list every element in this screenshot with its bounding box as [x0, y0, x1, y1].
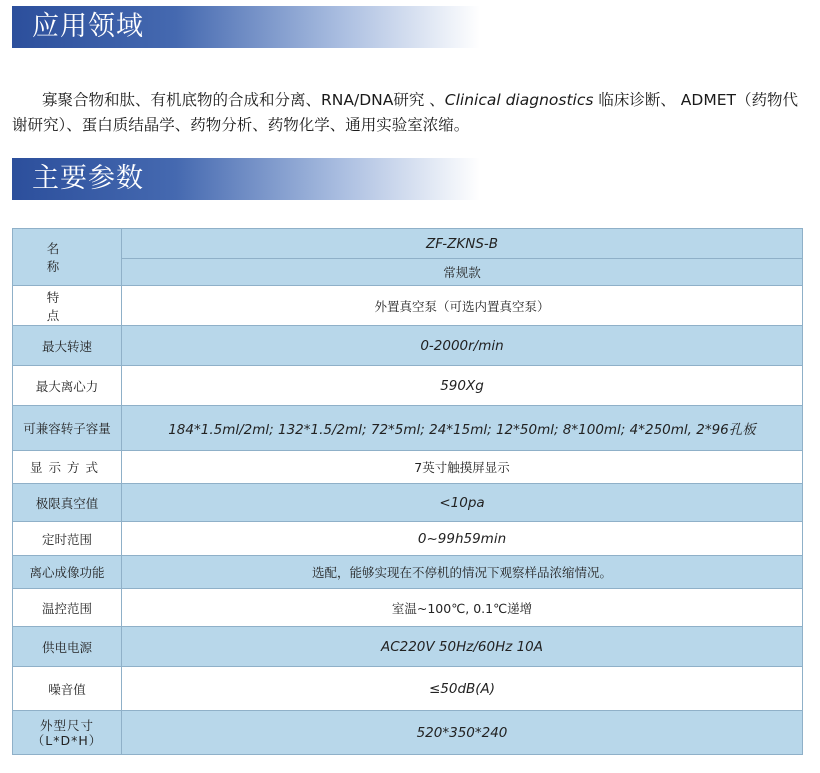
row-value: 选配，能够实现在不停机的情况下观察样品浓缩情况。 — [122, 556, 803, 589]
section-title-parameters: 主要参数 — [12, 158, 480, 200]
row-label: 离心成像功能 — [13, 556, 122, 589]
row-label-text: 显示方式 — [29, 460, 104, 475]
row-value: 184*1.5ml/2ml; 132*1.5/2ml; 72*5ml; 24*15ml; 12*50ml; 8*100ml; 4*250ml, 2*96孔板 — [122, 406, 803, 451]
row-label: 定时范围 — [13, 522, 122, 556]
table-row — [13, 627, 803, 667]
intro-text-1: 寡聚合物和肽、有机底物的合成和分离、RNA/DNA研究 、 — [42, 91, 445, 109]
row-value: ≤50dB(A) — [122, 667, 803, 711]
row-value: 0~99h59min — [122, 522, 803, 556]
table-row — [13, 326, 803, 366]
table-row — [13, 286, 803, 326]
row-value: AC220V 50Hz/60Hz 10A — [122, 627, 803, 667]
row-label: 外型尺寸（L*D*H） — [13, 711, 122, 755]
row-label: 最大转速 — [13, 326, 122, 366]
table-row — [13, 522, 803, 556]
row-label: 温控范围 — [13, 589, 122, 627]
intro-text-3: 临床诊断、 ADMET（药物代谢研究）、蛋白质结晶学、药物分析、药物化学、通用实验室浓缩。 — [12, 91, 798, 134]
row-label: 可兼容转子容量 — [13, 406, 122, 451]
table-row — [13, 484, 803, 522]
row-label: 最大离心力 — [13, 366, 122, 406]
spec-table — [12, 228, 803, 755]
name-label-text: 名 称 — [46, 241, 88, 274]
row-label: 噪音值 — [13, 667, 122, 711]
section-title-applications: 应用领域 — [12, 6, 480, 48]
table-row — [13, 406, 803, 451]
table-row — [13, 556, 803, 589]
table-row — [13, 711, 803, 755]
row-value: 520*350*240 — [122, 711, 803, 755]
variant-value: 常规款 — [122, 259, 803, 286]
row-value: 0-2000r/min — [122, 326, 803, 366]
name-label — [13, 229, 122, 286]
row-label: 供电电源 — [13, 627, 122, 667]
table-row — [13, 229, 803, 259]
row-value: 室温~100℃, 0.1℃递增 — [122, 589, 803, 627]
row-value: 7英寸触摸屏显示 — [122, 451, 803, 484]
row-label-text: 特 点 — [46, 289, 88, 323]
row-label — [13, 286, 122, 326]
table-row — [13, 667, 803, 711]
table-row — [13, 259, 803, 286]
row-value: <10pa — [122, 484, 803, 522]
row-label: 极限真空值 — [13, 484, 122, 522]
table-row — [13, 366, 803, 406]
table-row — [13, 451, 803, 484]
model-value: ZF-ZKNS-B — [122, 229, 803, 259]
row-value: 外置真空泵（可选内置真空泵） — [122, 286, 803, 326]
row-label — [13, 451, 122, 484]
row-value: 590Xg — [122, 366, 803, 406]
table-row — [13, 589, 803, 627]
applications-paragraph — [12, 88, 800, 138]
intro-text-2: Clinical diagnostics — [444, 91, 594, 109]
